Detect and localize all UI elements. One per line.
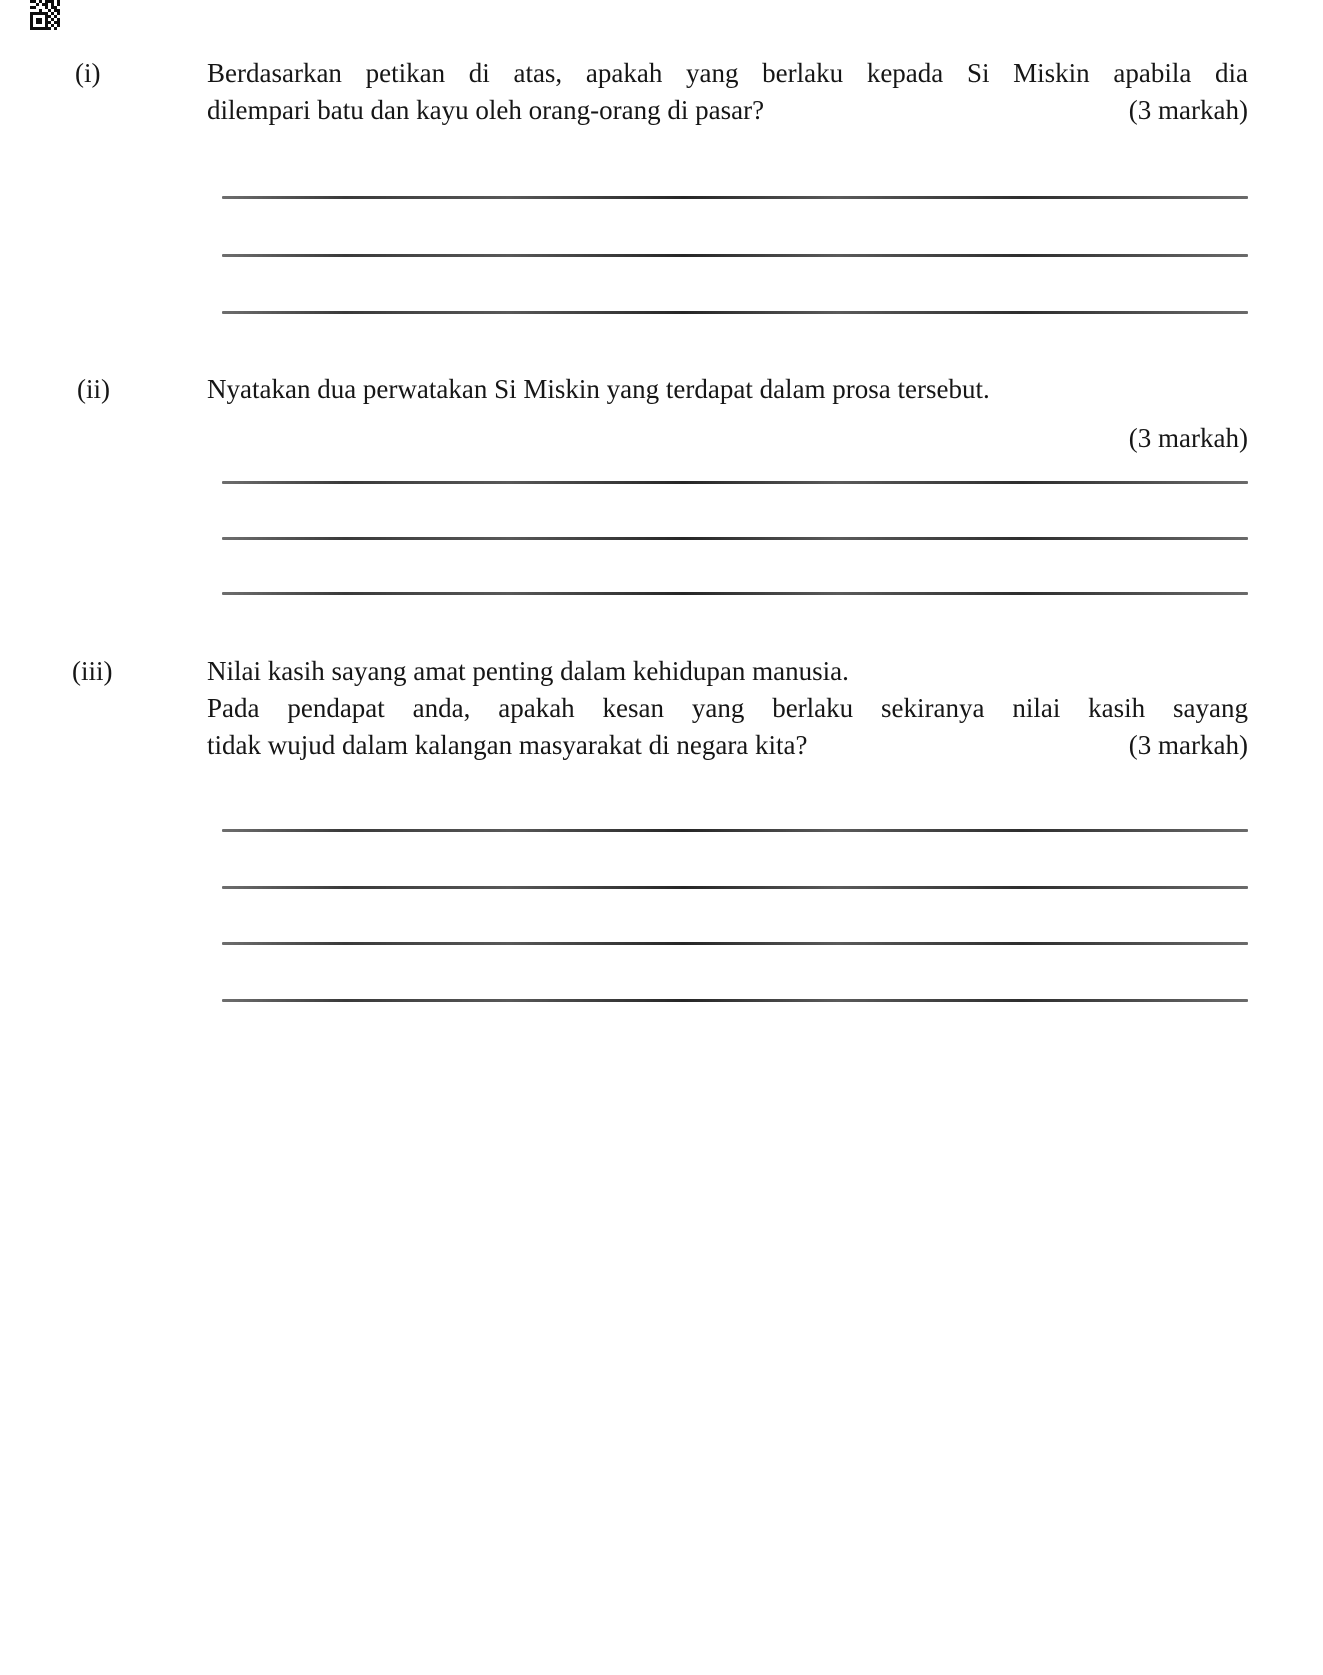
question-iii-label: (iii): [72, 656, 113, 686]
question-i-text: [207, 55, 1248, 129]
answer-line: [222, 196, 1248, 199]
question-iii-marks: (3 markah): [1128, 730, 1248, 760]
question-i-line1: Berdasarkan petikan di atas, apakah yang berlaku kepada Si Miskin apabila dia: [207, 58, 1248, 88]
qr-code-icon: [30, 0, 60, 31]
answer-line: [222, 999, 1248, 1002]
question-ii-text: [207, 371, 1248, 408]
question-ii-marks: (3 markah): [1128, 423, 1248, 453]
answer-line: [222, 942, 1248, 945]
question-i-label: (i): [75, 58, 101, 88]
question-iii-text: [207, 653, 1248, 764]
question-iii-line2: Pada pendapat anda, apakah kesan yang berlaku sekiranya nilai kasih sayang: [207, 693, 1248, 723]
question-iii-line3: tidak wujud dalam kalangan masyarakat di negara kita?: [207, 730, 808, 760]
question-iii-line1: Nilai kasih sayang amat penting dalam kehidupan manusia.: [207, 656, 849, 686]
question-ii-line1: Nyatakan dua perwatakan Si Miskin yang terdapat dalam prosa tersebut.: [207, 374, 990, 404]
answer-line: [222, 311, 1248, 314]
answer-line: [222, 537, 1248, 540]
answer-line: [222, 481, 1248, 484]
answer-line: [222, 886, 1248, 889]
answer-line: [222, 829, 1248, 832]
answer-line: [222, 592, 1248, 595]
question-i-marks: (3 markah): [1128, 95, 1248, 125]
answer-line: [222, 254, 1248, 257]
question-ii-label: (ii): [77, 374, 110, 404]
question-i-line2: dilempari batu dan kayu oleh orang-orang di pasar?: [207, 95, 765, 125]
